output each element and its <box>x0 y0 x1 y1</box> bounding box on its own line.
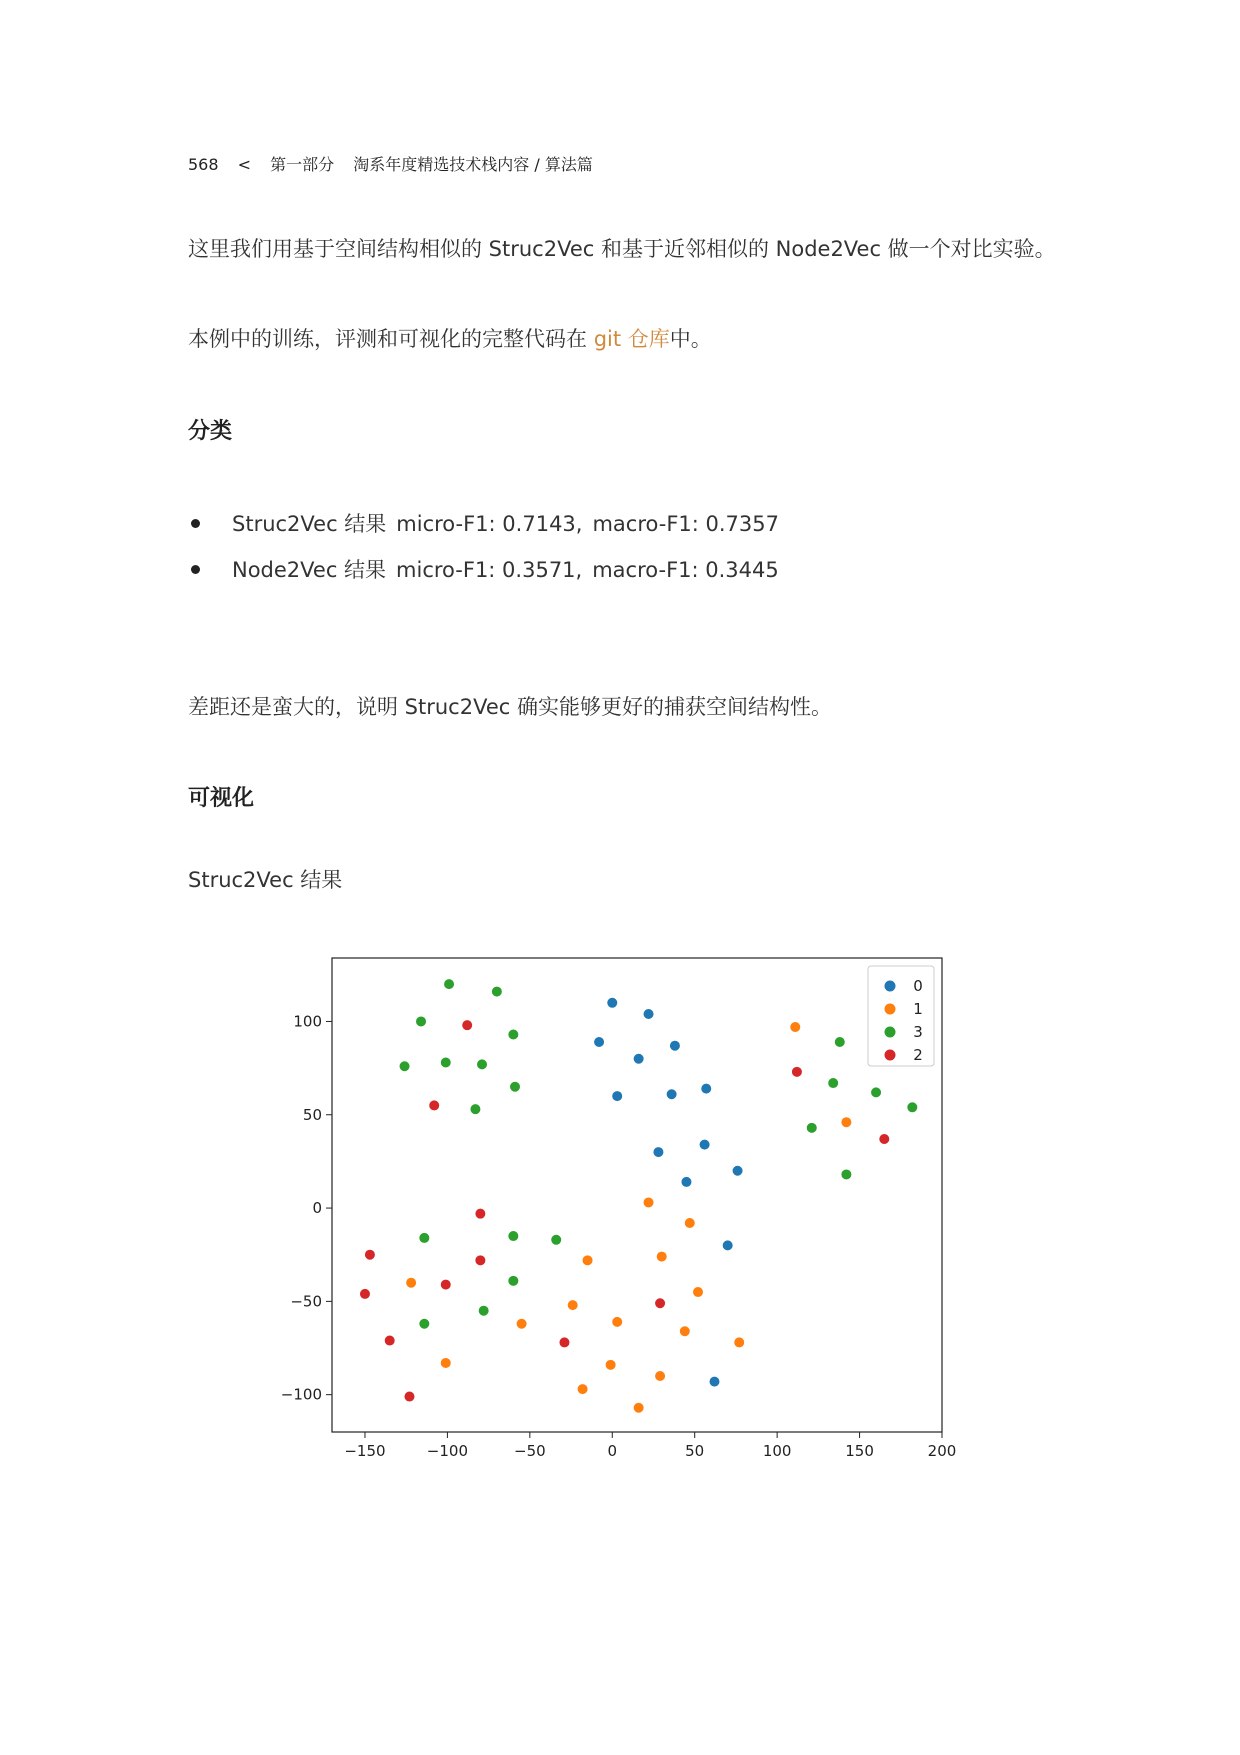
scatter-point <box>510 1081 521 1092</box>
scatter-point <box>440 1057 451 1068</box>
code-paragraph <box>188 323 712 353</box>
scatter-point <box>419 1318 430 1329</box>
scatter-point <box>666 1089 677 1100</box>
scatter-point <box>567 1300 578 1311</box>
scatter-point <box>734 1337 745 1348</box>
scatter-point <box>653 1147 664 1158</box>
scatter-point <box>508 1231 519 1242</box>
x-tick-label: 100 <box>762 1442 792 1460</box>
page-number: 568 <box>188 155 219 174</box>
legend-box <box>868 966 934 1066</box>
scatter-point <box>834 1036 845 1047</box>
scatter-point <box>359 1288 370 1299</box>
scatter-point <box>444 979 455 990</box>
scatter-point <box>655 1298 666 1309</box>
scatter-point <box>633 1402 644 1413</box>
figure-caption: Struc2Vec 结果 <box>188 868 343 892</box>
git-repo-link[interactable]: git 仓库 <box>593 327 670 351</box>
code-prefix: 本例中的训练，评测和可视化的完整代码在 <box>188 327 594 351</box>
scatter-point <box>612 1316 623 1327</box>
scatter-point <box>871 1087 882 1098</box>
scatter-point <box>612 1091 623 1102</box>
scatter-point <box>577 1384 588 1395</box>
scatter-point <box>656 1251 667 1262</box>
scatter-point <box>582 1255 593 1266</box>
scatter-point <box>693 1287 704 1298</box>
legend-marker <box>885 1027 896 1038</box>
list-item <box>188 508 789 554</box>
header-book-title: 淘系年度精选技术栈内容 / 算法篇 <box>353 155 593 174</box>
scatter-point <box>475 1255 486 1266</box>
result-micro: micro-F1: 0.7143, <box>396 512 583 536</box>
scatter-point <box>679 1326 690 1337</box>
scatter-point <box>477 1059 488 1070</box>
scatter-point <box>699 1139 710 1150</box>
scatter-point <box>879 1134 890 1145</box>
scatter-point <box>732 1165 743 1176</box>
scatter-point <box>841 1169 852 1180</box>
scatter-point <box>399 1061 410 1072</box>
legend-marker <box>885 1050 896 1061</box>
scatter-point <box>470 1104 481 1115</box>
scatter-point <box>791 1066 802 1077</box>
result-method: Struc2Vec 结果 <box>232 512 387 536</box>
scatter-point <box>594 1036 605 1047</box>
x-tick-label: 200 <box>927 1442 957 1460</box>
scatter-point <box>462 1020 473 1031</box>
result-micro: micro-F1: 0.3571, <box>396 558 583 582</box>
legend-label: 1 <box>913 1000 923 1018</box>
bullet-icon <box>191 519 200 528</box>
scatter-point <box>406 1277 417 1288</box>
page-header <box>188 152 607 175</box>
scatter-point <box>508 1029 519 1040</box>
scatter-point <box>440 1357 451 1368</box>
x-tick-label: −100 <box>426 1442 469 1460</box>
list-item <box>188 554 789 600</box>
scatter-point <box>559 1337 570 1348</box>
scatter-point <box>684 1217 695 1228</box>
x-tick-label: −50 <box>514 1442 546 1460</box>
x-tick-label: −150 <box>344 1442 386 1460</box>
x-tick-label: 0 <box>607 1442 618 1460</box>
bullet-icon <box>191 565 200 574</box>
scatter-point <box>828 1078 839 1089</box>
legend-marker <box>885 981 896 992</box>
scatter-point <box>643 1197 654 1208</box>
scatter-point <box>384 1335 395 1346</box>
scatter-point <box>655 1371 666 1382</box>
scatter-point <box>709 1376 720 1387</box>
scatter-point <box>607 997 618 1008</box>
scatter-point <box>429 1100 440 1111</box>
scatter-point <box>478 1305 489 1316</box>
scatter-point <box>722 1240 733 1251</box>
y-tick-label: 100 <box>293 1012 322 1031</box>
result-macro: macro-F1: 0.7357 <box>592 512 779 536</box>
scatter-point <box>633 1053 644 1064</box>
scatter-point <box>419 1232 430 1243</box>
plot-frame <box>332 958 942 1432</box>
legend-marker <box>885 1004 896 1015</box>
scatter-point <box>790 1022 801 1033</box>
scatter-point <box>669 1040 680 1051</box>
legend-label: 2 <box>913 1046 923 1064</box>
intro-paragraph: 这里我们用基于空间结构相似的 Struc2Vec 和基于近邻相似的 Node2Vec 做一个对比实验。 <box>188 237 1056 261</box>
scatter-point <box>416 1016 427 1027</box>
scatter-point <box>440 1279 451 1290</box>
scatter-point <box>551 1234 562 1245</box>
legend-label: 0 <box>913 977 923 995</box>
scatter-point <box>516 1318 527 1329</box>
scatter-point <box>491 986 502 997</box>
scatter-point <box>806 1122 817 1133</box>
scatter-point <box>605 1359 616 1370</box>
scatter-point <box>508 1275 519 1286</box>
scatter-point <box>841 1117 852 1128</box>
visualization-heading: 可视化 <box>188 786 255 811</box>
scatter-point <box>643 1008 654 1019</box>
y-tick-label: −100 <box>280 1385 322 1404</box>
scatter-point <box>364 1249 375 1260</box>
code-suffix: 中。 <box>669 327 712 351</box>
y-tick-label: 0 <box>312 1199 322 1218</box>
classification-heading: 分类 <box>188 419 233 444</box>
scatter-point <box>907 1102 918 1113</box>
scatter-point <box>681 1176 692 1187</box>
scatter-point <box>404 1391 415 1402</box>
result-macro: macro-F1: 0.3445 <box>592 558 779 582</box>
result-method: Node2Vec 结果 <box>232 558 387 582</box>
legend-label: 3 <box>913 1023 923 1041</box>
header-separator: < <box>237 155 252 174</box>
header-part: 第一部分 <box>270 155 335 174</box>
y-tick-label: 50 <box>302 1105 322 1124</box>
scatter-point <box>701 1083 712 1094</box>
x-tick-label: 150 <box>845 1442 874 1460</box>
conclusion-paragraph: 差距还是蛮大的，说明 Struc2Vec 确实能够更好的捕获空间结构性。 <box>188 695 832 719</box>
scatter-point <box>475 1208 486 1219</box>
scatter-chart <box>270 950 970 1470</box>
y-tick-label: −50 <box>290 1292 322 1311</box>
x-tick-label: 50 <box>685 1442 705 1460</box>
results-list <box>188 508 789 600</box>
